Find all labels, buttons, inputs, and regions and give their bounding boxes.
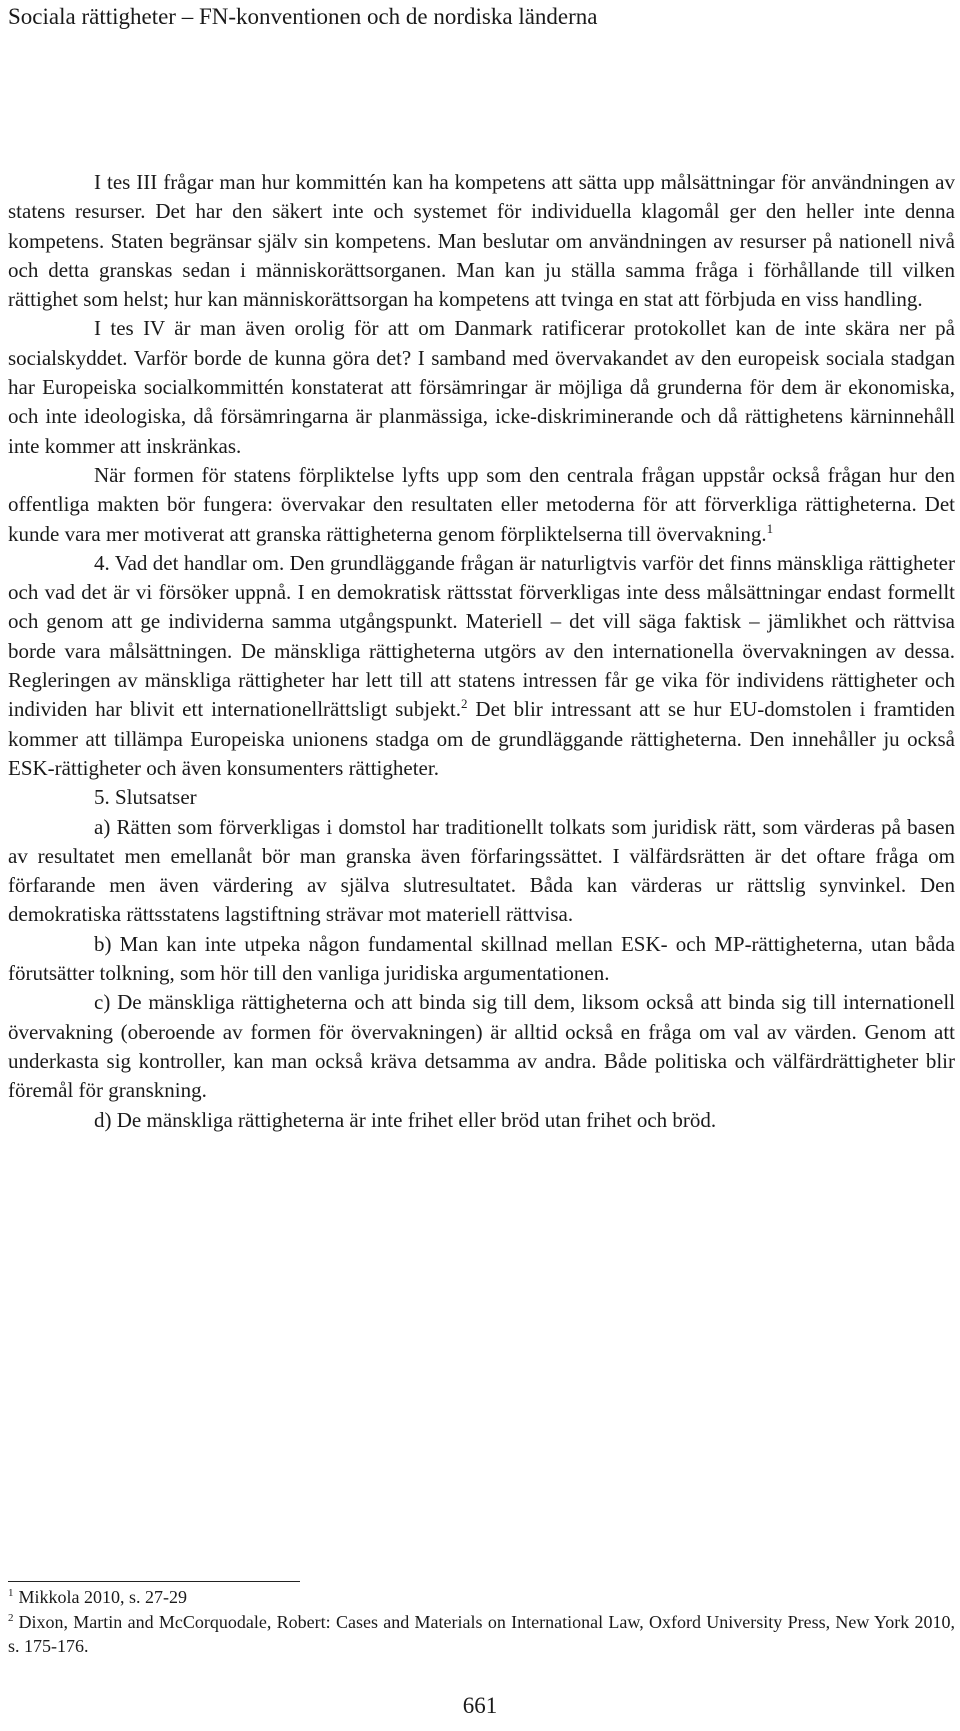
- footnote-number: 2: [8, 1611, 14, 1624]
- page-number: 661: [462, 1693, 498, 1718]
- paragraph-text: Det blir intressant att se hur EU-domstolen i framtiden kommer att tillämpa Europeiska unionens stadga om de grundläggande rättigheterna. Den innehåller ju också ESK-rättigheter och även konsumenters rättigheter.: [8, 697, 956, 780]
- paragraph: b) Man kan inte utpeka någon fundamental skillnad mellan ESK- och MP-rättigheterna, utan båda förutsätter tolkning, som hör till den vanliga juridiska argumentationen.: [8, 931, 955, 986]
- paragraph: c) De mänskliga rättigheterna och att binda sig till dem, liksom också att binda sig till internationell övervakning (oberoende av formen för övervakningen) är alltid också en fråga om val av värden. Genom att underkasta sig kontroller, kan man också kräva detsamma av andra. Både politiska och välfärdrättigheter blir föremål för granskning.: [8, 990, 955, 1103]
- paragraph: a) Rätten som förverkligas i domstol har traditionellt tolkats som juridisk rätt, som värderas på basen av resultatet men emellanåt bör man granska även förfaringssättet. I välfärdsrätten är det oftare fråga om förfarande men även värdering av själva slutresultatet. Båda kan värderas ur rättslig synvinkel. Den demokratiska rättsstatens lagstiftning strävar mot materiell rättvisa.: [8, 814, 955, 927]
- paragraph: I tes III frågar man hur kommittén kan ha kompetens att sätta upp målsättningar för användningen av statens resurser. Det har den säkert inte och systemet för individuella klagomål ger den heller inte denna kompetens. Staten begränsar själv sin kompetens. Man beslutar om användningen av resurser på nationell nivå och detta granskas sedan i människorättsorganen. Man kan ju ställa samma fråga i förhållande till vilken rättighet som helst; hur kan människorättsorgan ha kompetens att tvinga en stat att förbjuda en viss handling.: [8, 170, 955, 312]
- paragraph: [8, 461, 955, 549]
- paragraph: [8, 549, 955, 783]
- footnote-text: Dixon, Martin and McCorquodale, Robert: Cases and Materials on International Law, Oxford University Press, New York 2010, s. 175-176.: [8, 1611, 955, 1656]
- footnote-divider: [8, 1581, 300, 1582]
- footnote-ref-1[interactable]: 1: [766, 520, 774, 536]
- paragraph-text: När formen för statens förpliktelse lyfts upp som den centrala frågan uppstår också frågan hur den offentliga makten bör fungera: övervakar den resultaten eller metoderna för att förverkliga rättigheterna. Det kunde vara mer motiverat att granska rättigheterna genom förpliktelserna till övervakning.: [8, 462, 955, 546]
- paragraph: I tes IV är man även orolig för att om Danmark ratificerar protokollet kan de inte skära ner på socialskyddet. Varför borde de kunna göra det? I samband med övervakandet av den europeisk sociala stadgan har Europeiska socialkommittén konstaterat att försämringar är möjliga då grunderna för dem är ekonomiska, och inte ideologiska, då försämringarna är planmässiga, icke-diskriminerande och då rättighetens kärninnehåll inte kommer att inskränkas.: [8, 316, 955, 458]
- body-text: [8, 168, 955, 1135]
- footnote: [8, 1585, 955, 1610]
- footnote-ref-2[interactable]: 2: [461, 696, 468, 712]
- paragraph-text: 4. Vad det handlar om. Den grundläggande frågan är naturligtvis varför det finns mänskliga rättigheter och vad det är vi försöker uppnå. I en demokratisk rättsstat förverkligas inte dess målsättningar endast formellt och genom att ge individerna samma utgångspunkt. Materiell – det vill säga faktisk – jämlikhet och rättvisa borde vara målsättningen. De mänskliga rättigheterna utgörs av den internationella övervakningen av dessa. Regleringen av mänskliga rättigheter har lett till att statens intressen får ge vika för individens rättigheter och individen har blivit ett internationellrättsligt subjekt.: [8, 550, 955, 722]
- footnote: [8, 1610, 955, 1659]
- footnote-number: 1: [8, 1587, 14, 1599]
- running-header: Sociala rättigheter – FN-konventionen och de nordiska länderna: [8, 4, 598, 29]
- section-heading: 5. Slutsatser: [94, 785, 197, 810]
- footnotes: [8, 1585, 955, 1659]
- paragraph: d) De mänskliga rättigheterna är inte frihet eller bröd utan frihet och bröd.: [94, 1107, 717, 1132]
- footnote-text: Mikkola 2010, s. 27-29: [18, 1587, 187, 1607]
